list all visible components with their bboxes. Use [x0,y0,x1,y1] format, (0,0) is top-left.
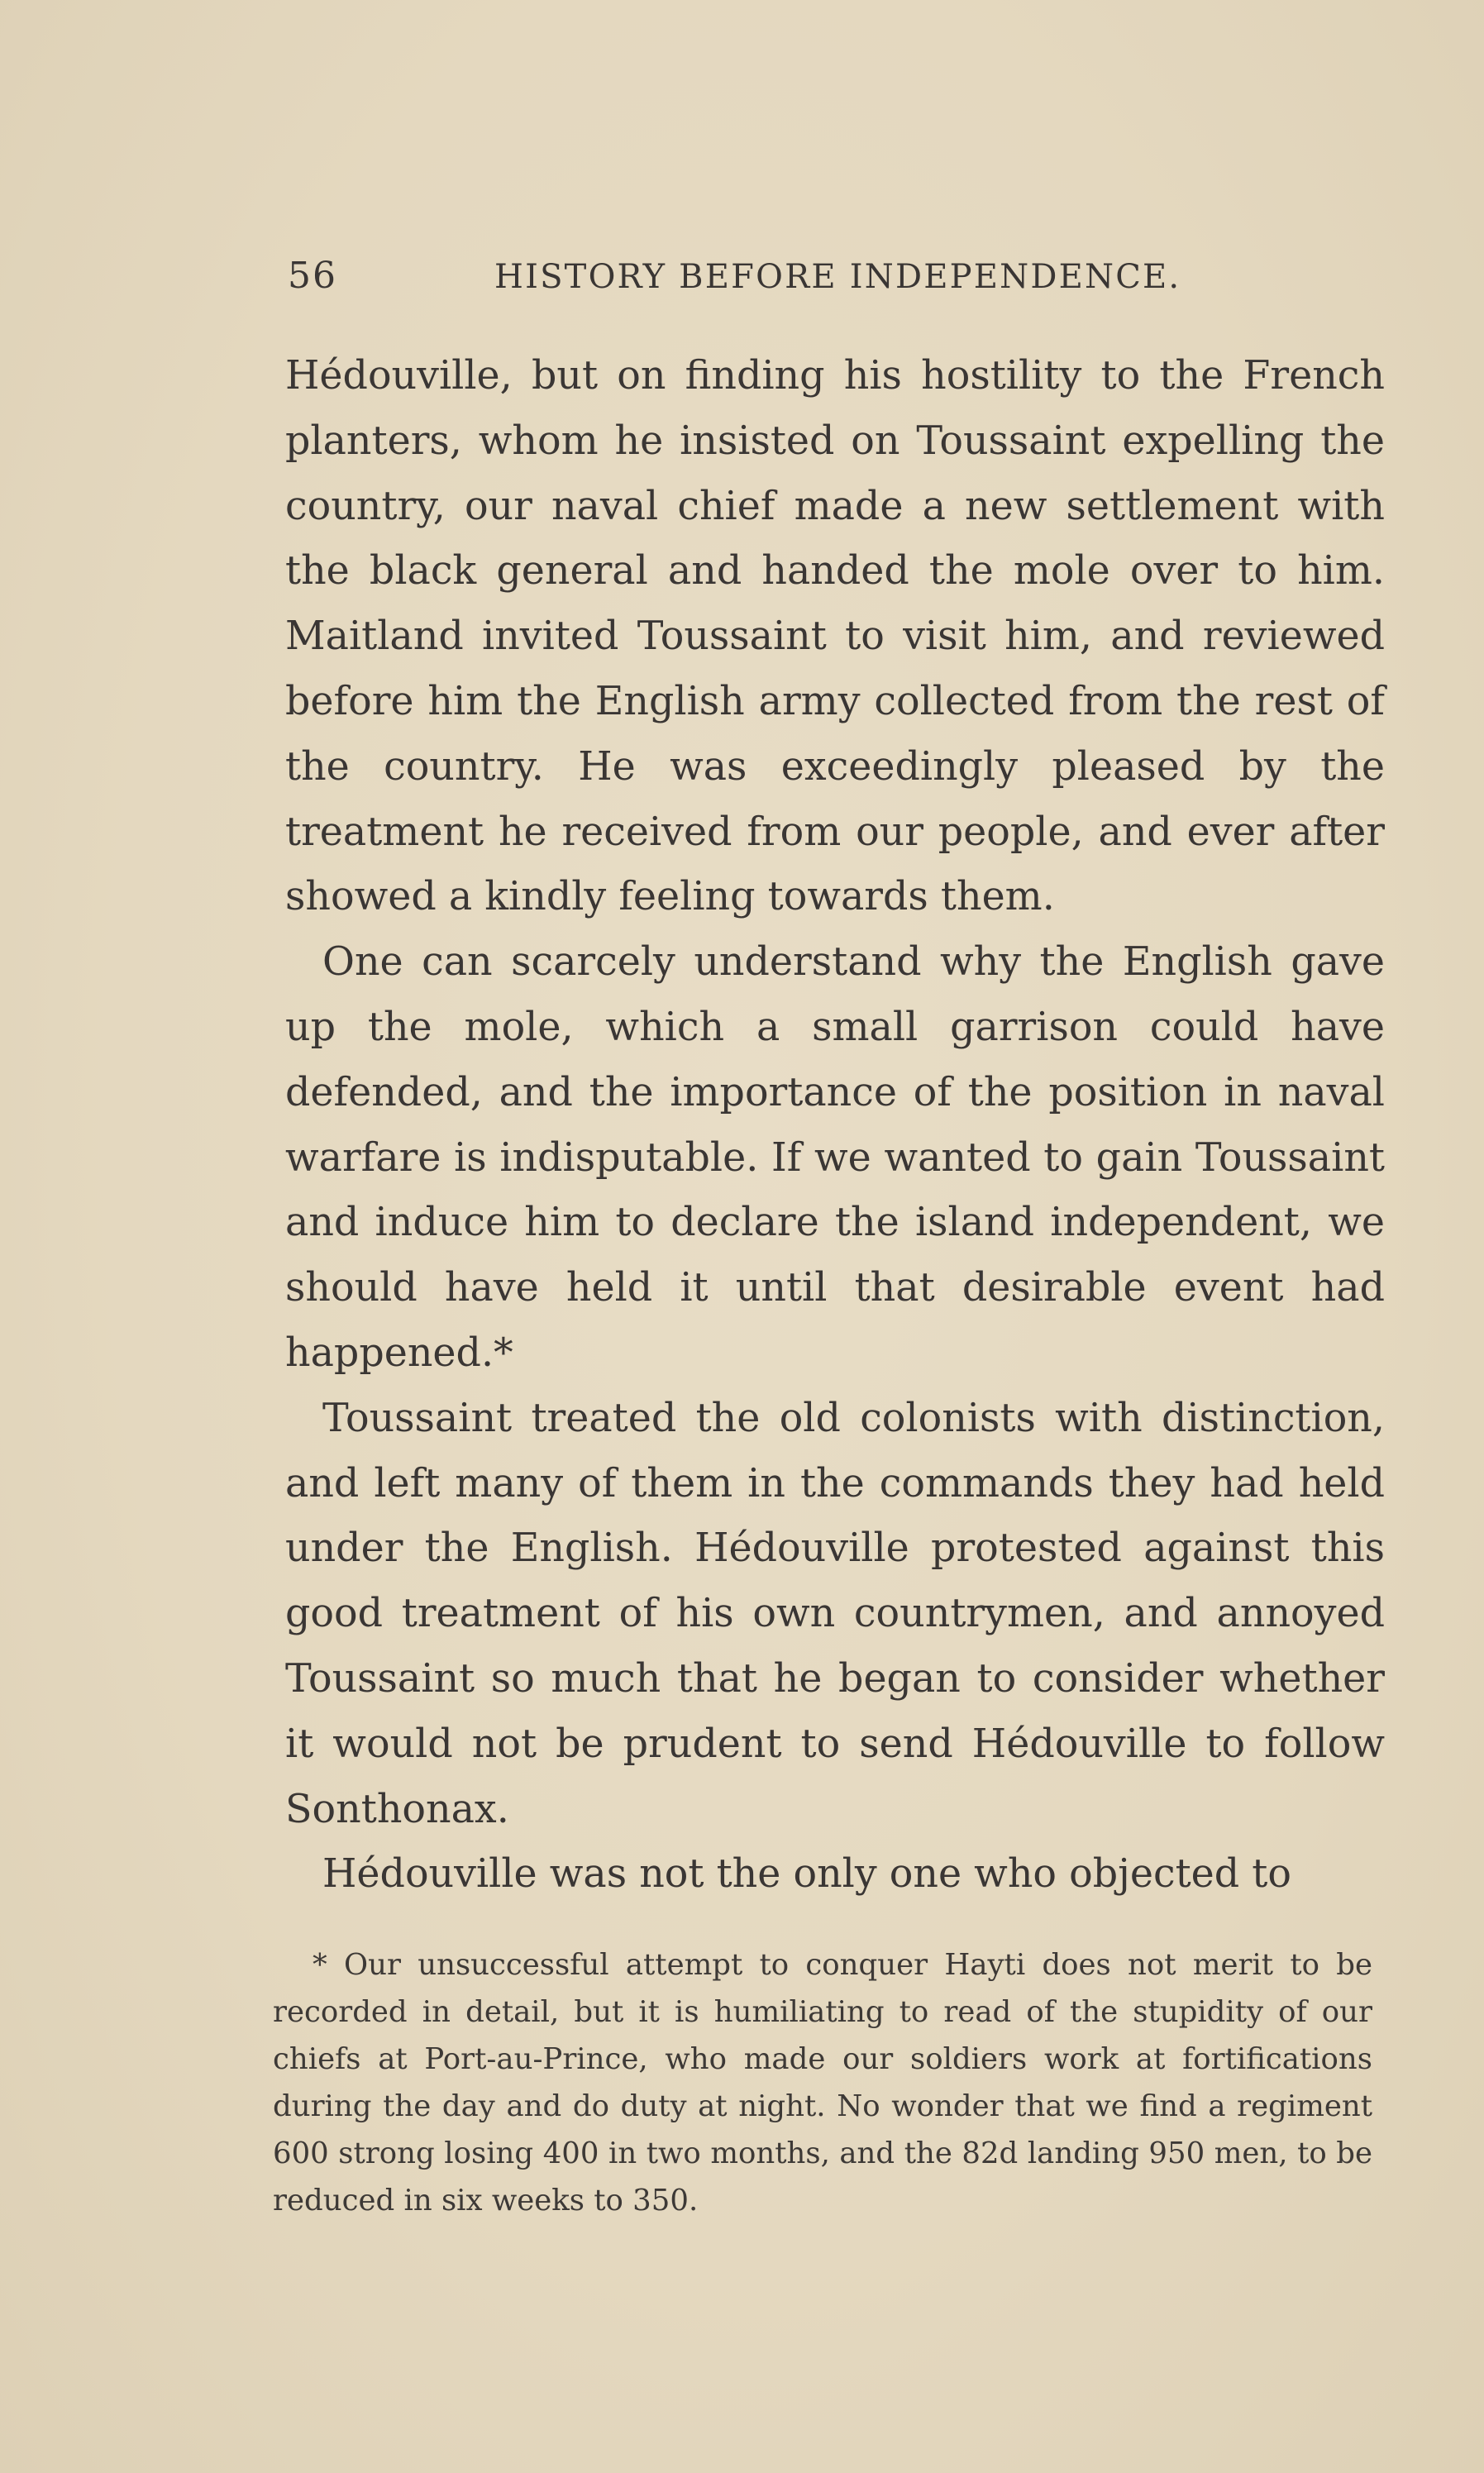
page-number: 56 [288,255,337,297]
footnote-text: * Our unsuccessful attempt to conquer Hayti does not merit to be recorded in detail, but it is humiliating to read of the stupidity of our chiefs at Port-au-Prince, who made our soldiers work at fortifications during the day and do duty at night. No wonder that we find a regiment 600 strong losing 400 in two months, and the 82d landing 950 men, to be reduced in six weeks to 350. [273,1948,1372,2218]
page-header [288,255,1396,304]
paragraph-4: Hédouville was not the only one who objected to [322,1851,1291,1898]
body-text [285,344,1385,1907]
paragraph-3: Toussaint treated the old colonists with distinction, and left many of them in the commands they had held under the English. Hédouville protested against this good treatment of his own countrymen, and annoyed Toussaint so much that he began to consider whether it would not be prudent to send Hédouville to follow Sonthonax. [285,1395,1385,1832]
running-head: HISTORY BEFORE INDEPENDENCE. [494,258,1181,296]
paragraph-2: One can scarcely understand why the English gave up the mole, which a small garrison could have defended, and the importance of the position in naval warfare is indisputable. If we wanted to gain Toussaint and induce him to declare the island independent, we should have held it until that desirable event had happened.* [285,939,1385,1376]
paragraph-1: Hédouville, but on finding his hostility to the French planters, whom he insisted on Toussaint expelling the country, our naval chief made a new settlement with the black general and handed the mole over to him. Maitland invited Toussaint to visit him, and reviewed before him the English army collected from the rest of the country. He was exceedingly pleased by the treatment he received from our people, and ever after showed a kindly feeling towards them. [285,353,1385,920]
footnote [273,1941,1372,2224]
